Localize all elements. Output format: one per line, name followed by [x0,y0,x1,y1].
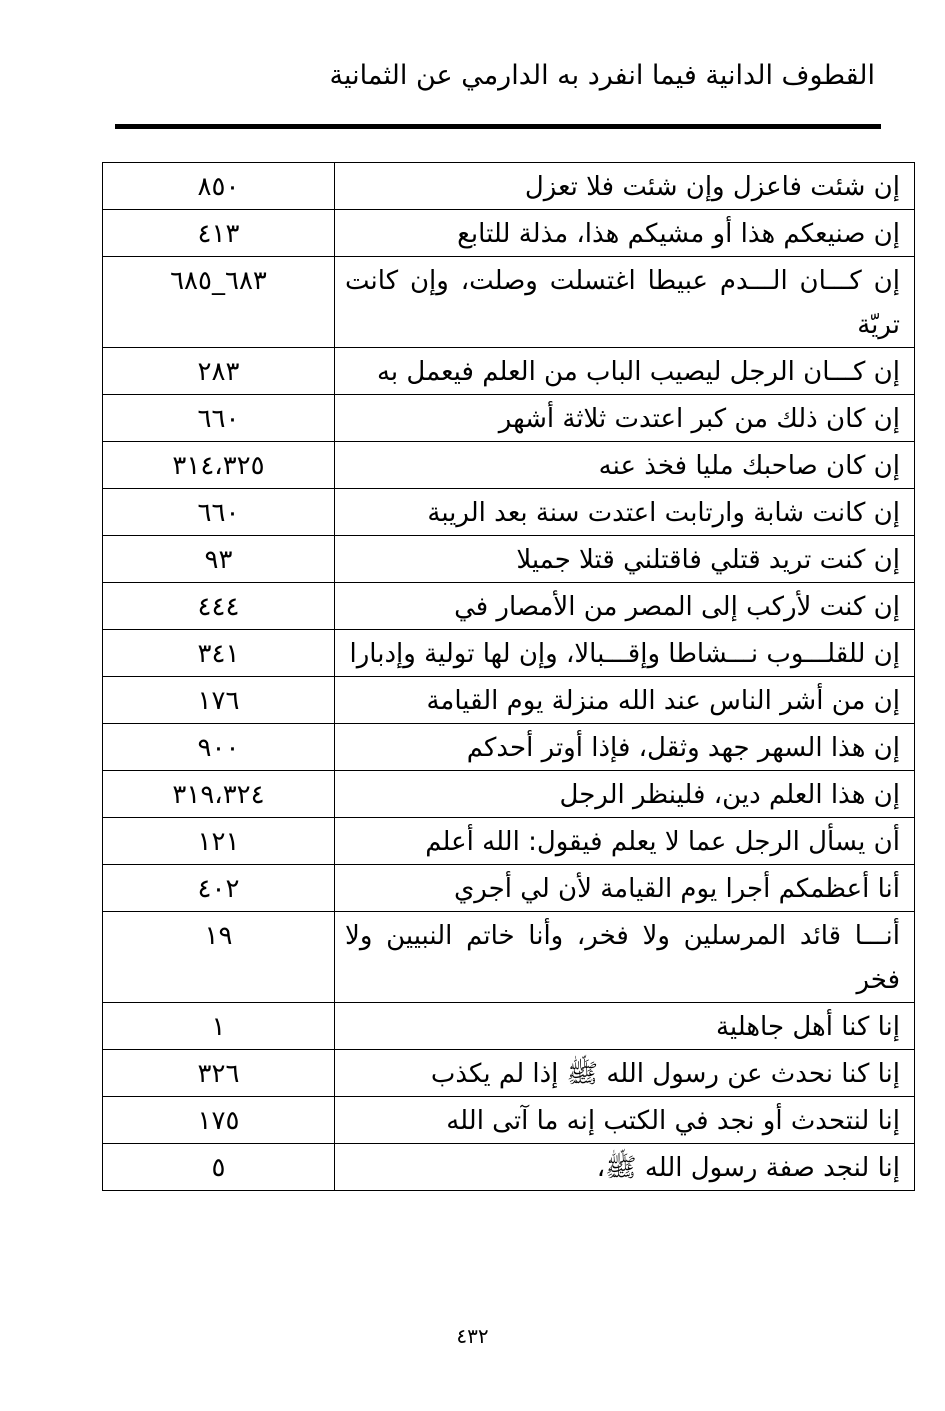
hadith-text-cell: إنا كنا أهل جاهلية [335,1003,915,1050]
page-refs-cell: ١٧٥ [103,1097,335,1144]
page-refs-cell: ١٧٦ [103,677,335,724]
page-refs-cell: ٦٦٠ [103,395,335,442]
page-refs-cell: ٤٠٢ [103,865,335,912]
hadith-text-cell: إن للقلـــوب نـــشاطا وإقـــبالا، وإن لها تولية وإدبارا [335,630,915,677]
hadith-text-cell: إن كان ذلك من كبر اعتدت ثلاثة أشهر [335,395,915,442]
page-refs-cell: ٣٢٦ [103,1050,335,1097]
page-refs-cell: ٦٦٠ [103,489,335,536]
hadith-text-cell: إنا لنتحدث أو نجد في الكتب إنه ما آتى الله [335,1097,915,1144]
table-row [103,630,915,677]
hadith-index-table [102,162,915,1191]
table-row [103,677,915,724]
page-number: ٤٣٢ [456,1324,489,1348]
page-refs-cell: ١٩ [103,912,335,1003]
table-row [103,257,915,348]
page-refs-cell: ٢٨٣ [103,348,335,395]
page-refs-cell: ٣١٤،٣٢٥ [103,442,335,489]
table-row [103,583,915,630]
table-row [103,536,915,583]
header-rule [115,124,881,129]
table-row [103,912,915,1003]
table-row [103,442,915,489]
hadith-text-cell: إن كان صاحبك مليا فخذ عنه [335,442,915,489]
table-row [103,348,915,395]
hadith-text-cell: إنا كنا نحدث عن رسول الله ﷺ إذا لم يكذب [335,1050,915,1097]
hadith-text-cell: إن من أشر الناس عند الله منزلة يوم القيامة [335,677,915,724]
hadith-text-cell: أن يسأل الرجل عما لا يعلم فيقول: الله أعلم [335,818,915,865]
hadith-text-cell: إن صنيعكم هذا أو مشيكم هذا، مذلة للتابع [335,210,915,257]
page-refs-cell: ٦٨٣_٦٨٥ [103,257,335,348]
page-refs-cell: ٩٠٠ [103,724,335,771]
table-row [103,724,915,771]
table-row [103,771,915,818]
table-row [103,1097,915,1144]
table-row [103,395,915,442]
page-refs-cell: ١ [103,1003,335,1050]
table-row [103,163,915,210]
table-row [103,865,915,912]
table-row [103,818,915,865]
page-refs-cell: ١٢١ [103,818,335,865]
hadith-text-cell: إن هذا العلم دين، فلينظر الرجل [335,771,915,818]
hadith-text-cell: أنـــا قائد المرسلين ولا فخر، وأنا خاتم النبيين ولا فخر [335,912,915,1003]
hadith-text-cell: إن كنت تريد قتلي فاقتلني قتلا جميلا [335,536,915,583]
page-refs-cell: ٩٣ [103,536,335,583]
hadith-text-cell: أنا أعظمكم أجرا يوم القيامة لأن لي أجري [335,865,915,912]
table-row [103,489,915,536]
page-refs-cell: ٨٥٠ [103,163,335,210]
running-header: القطوف الدانية فيما انفرد به الدارمي عن الثمانية [329,60,875,91]
hadith-text-cell: إن كـــان الرجل ليصيب الباب من العلم فيعمل به [335,348,915,395]
table-row [103,1050,915,1097]
page-refs-cell: ٤١٣ [103,210,335,257]
hadith-text-cell: إن كنت لأركب إلى المصر من الأمصار في [335,583,915,630]
page-refs-cell: ٤٤٤ [103,583,335,630]
page-refs-cell: ٣١٩،٣٢٤ [103,771,335,818]
page-refs-cell: ٥ [103,1144,335,1191]
hadith-text-cell: إن شئت فاعزل وإن شئت فلا تعزل [335,163,915,210]
hadith-text-cell: إنا لنجد صفة رسول الله ﷺ، [335,1144,915,1191]
hadith-text-cell: إن كـــان الـــدم عبيطا اغتسلت وصلت، وإن كانت تريّة [335,257,915,348]
hadith-text-cell: إن كانت شابة وارتابت اعتدت سنة بعد الريبة [335,489,915,536]
page-refs-cell: ٣٤١ [103,630,335,677]
table-row [103,1003,915,1050]
hadith-text-cell: إن هذا السهر جهد وثقل، فإذا أوتر أحدكم [335,724,915,771]
table-row [103,1144,915,1191]
table-row [103,210,915,257]
